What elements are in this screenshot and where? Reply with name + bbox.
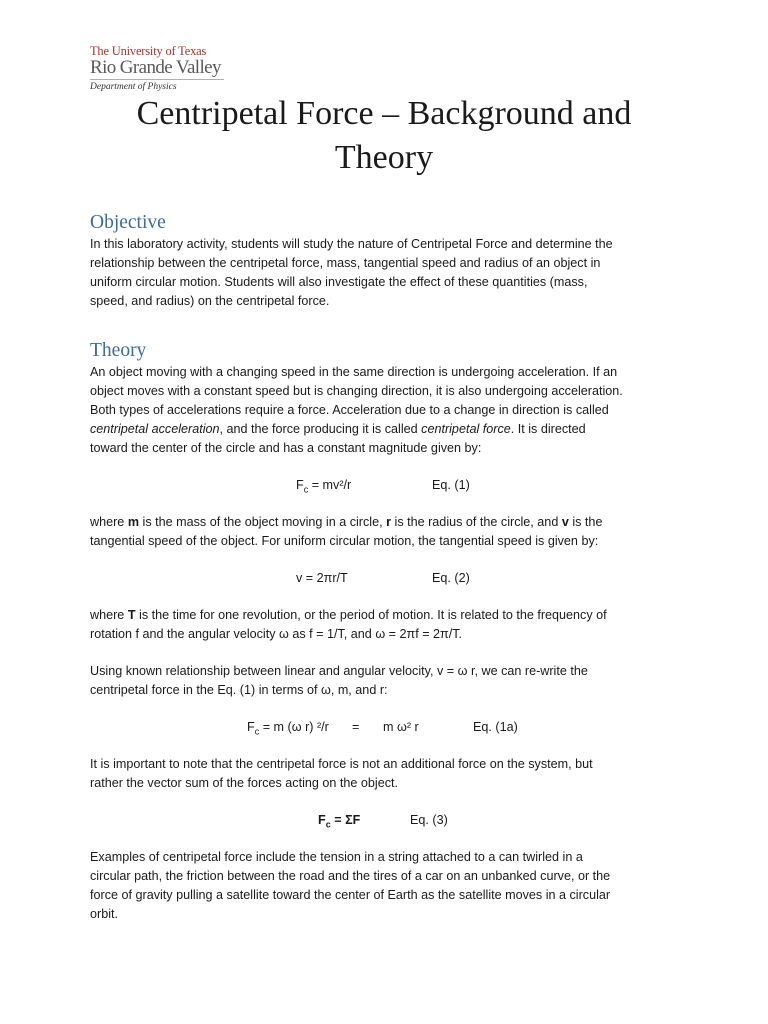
theory-line: object moves with a constant speed but is changing direction, it is also undergoing acceleration.: [90, 384, 623, 398]
objective-line: speed, and radius) on the centripetal force.: [90, 294, 330, 308]
logo-divider: [90, 79, 224, 80]
logo-university-name: The University of Texas: [90, 44, 207, 58]
objective-line: In this laboratory activity, students will study the nature of Centripetal Force and determine the: [90, 237, 613, 251]
theory-line: orbit.: [90, 907, 118, 921]
theory-line: force of gravity pulling a satellite toward the center of Earth as the satellite moves in a circular: [90, 888, 611, 902]
theory-paragraph-6: [90, 848, 686, 924]
theory-line: Using known relationship between linear and angular velocity, v = ω r, we can re-write the: [90, 664, 588, 678]
theory-line-segment: . It is directed: [510, 422, 586, 436]
equation-1: [90, 476, 686, 495]
university-logo: [90, 44, 250, 93]
equation-1-label: Eq. (1): [432, 478, 470, 492]
equation-1a-expression: $F_c = m$ (ω r) ²/r: [247, 720, 329, 737]
theory-paragraph-3: where T is the time for one revolution, or the period of motion. It is related to the frequency of rotation f and the angular velocity ω as f = 1/T, and ω = 2πf = 2π/T.: [90, 608, 607, 641]
theory-line: It is important to note that the centripetal force is not an additional force on the system, but: [90, 757, 593, 771]
page-title: [0, 92, 768, 180]
theory-paragraph-1: [90, 363, 686, 458]
equation-3: [90, 811, 686, 830]
equation-2: [90, 569, 686, 588]
equation-3-label: Eq. (3): [410, 813, 448, 827]
theory-paragraph-2: where m is the mass of the object moving in a circle, r is the radius of the circle, and v is the tangential speed of the object. For uniform circular motion, the tangential speed is given by:: [90, 515, 603, 548]
equation-1a-equals: =: [352, 720, 360, 734]
theory-line: An object moving with a changing speed in the same direction is undergoing acceleration. If an: [90, 365, 618, 379]
equation-1a-rhs: m ω² r: [383, 720, 419, 734]
equation-1-expression: $F_c = mv^2/r$: [296, 478, 352, 495]
objective-heading: Objective: [90, 212, 166, 233]
theory-line-italic-a: centripetal acceleration: [90, 422, 220, 436]
theory-line: rotation f and the angular velocity ω as f = 1/T, and ω = 2πf = 2π/T.: [90, 627, 463, 641]
objective-paragraph: [90, 235, 686, 311]
equation-2-expression: v = 2πr/T: [296, 571, 348, 585]
theory-line: circular path, the friction between the road and the tires of a car on an unbanked curve, or the: [90, 869, 611, 883]
theory-paragraph-4: [90, 662, 686, 700]
theory-line: rather the vector sum of the forces acting on the object.: [90, 776, 399, 790]
theory-line: Examples of centripetal force include the tension in a string attached to a can twirled in a: [90, 850, 583, 864]
theory-line-italic-b: centripetal force: [421, 422, 511, 436]
equation-3-expression: $F_c = \Sigma F$: [318, 813, 361, 830]
theory-line: Both types of accelerations require a force. Acceleration due to a change in direction is called: [90, 403, 609, 417]
theory-line: tangential speed of the object. For uniform circular motion, the tangential speed is given by:: [90, 534, 599, 548]
equation-1a: [90, 718, 686, 737]
theory-line-segment: , and the force producing it is called: [219, 422, 422, 436]
objective-line: uniform circular motion. Students will also investigate the effect of these quantities (mass,: [90, 275, 588, 289]
theory-heading: Theory: [90, 340, 147, 361]
theory-line: toward the center of the circle and has a constant magnitude given by:: [90, 441, 482, 455]
equation-1a-label: Eq. (1a): [473, 720, 518, 734]
title-line-2: Theory: [334, 139, 434, 176]
theory-line: centripetal force in the Eq. (1) in terms of ω, m, and r:: [90, 683, 388, 697]
title-line-1: Centripetal Force – Background and: [136, 95, 632, 132]
objective-line: relationship between the centripetal force, mass, tangential speed and radius of an object in: [90, 256, 601, 270]
logo-campus-name: Rio Grande Valley: [90, 57, 221, 78]
document-body: [90, 211, 686, 924]
equation-2-label: Eq. (2): [432, 571, 470, 585]
logo-department: Department of Physics: [90, 82, 177, 92]
theory-paragraph-5: [90, 755, 686, 793]
